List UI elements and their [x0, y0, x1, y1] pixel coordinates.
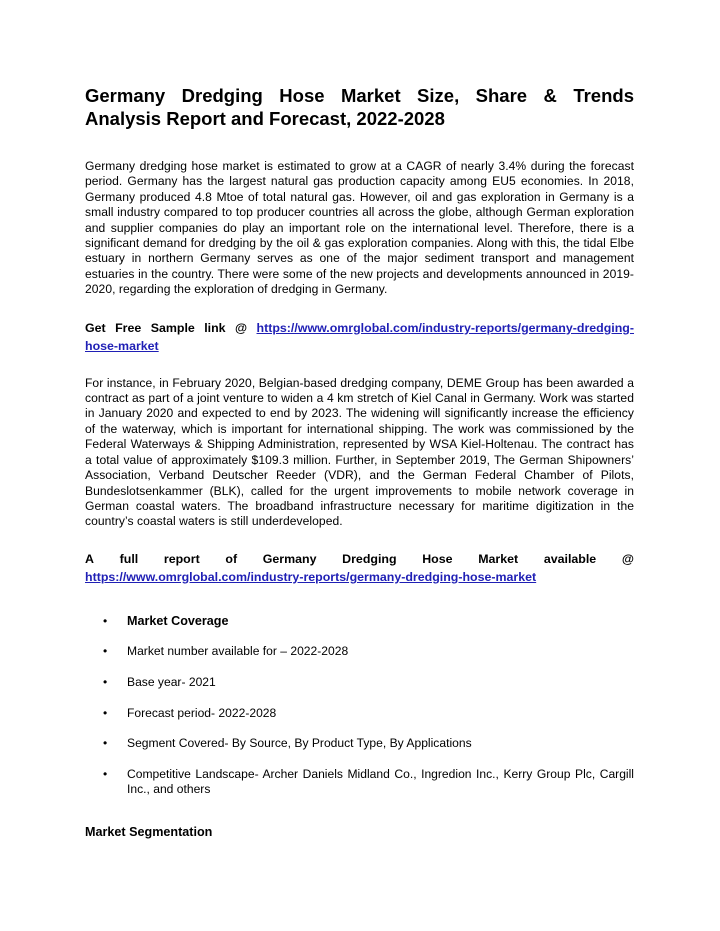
bullet-icon: •: [103, 644, 108, 659]
document-title: Germany Dredging Hose Market Size, Share & Trends Analysis Report and Forecast, 2022-2028: [85, 85, 634, 129]
intro-paragraph: Germany dredging hose market is estimated to grow at a CAGR of nearly 3.4% during the forecast period. Germany has the largest natural gas production capacity among EU5 economies. In 2018, Germany produced 4.8 Mtoe of total natural gas. However, oil and gas exploration in Germany is a small industry compared to top producer countries all across the globe, although German exploration and supplier companies do play an important role on the international level. Therefore, there is a significant demand for dredging by the oil & gas exploration companies. Along with this, the tidal Elbe estuary in northern Germany serves as one of the major sediment transport and management estuaries in the country. There were some of the new projects and developments announced in 2019-2020, regarding the exploration of dredging in Germany.: [85, 159, 634, 297]
coverage-item: • Competitive Landscape- Archer Daniels Midland Co., Ingredion Inc., Kerry Group Plc, Cargill Inc., and others: [103, 766, 634, 797]
coverage-item: • Forecast period- 2022-2028: [103, 705, 277, 720]
coverage-item: • Market number available for – 2022-2028: [103, 644, 349, 659]
full-report-word: @: [621, 551, 634, 566]
full-report-line: [85, 550, 634, 586]
full-report-word: available: [543, 551, 597, 566]
coverage-item: • Base year- 2021: [103, 674, 216, 689]
sample-link-label: Get Free Sample link @: [85, 320, 257, 335]
segmentation-heading: Market Segmentation: [85, 824, 213, 839]
full-report-word: A: [85, 551, 94, 566]
coverage-item: • Segment Covered- By Source, By Product Type, By Applications: [103, 736, 472, 751]
full-report-word: report: [163, 551, 200, 566]
full-report-word: Germany: [262, 551, 317, 566]
bullet-icon: •: [103, 705, 108, 720]
full-report-word: full: [119, 551, 139, 566]
full-report-label: [85, 550, 634, 568]
document-content: [85, 84, 634, 839]
bullet-icon: •: [103, 613, 108, 628]
coverage-item: • Market Coverage: [103, 613, 229, 628]
full-report-word: Hose: [422, 551, 453, 566]
full-report-word: Market: [478, 551, 519, 566]
bullet-icon: •: [103, 674, 108, 689]
full-report-word: Dredging: [342, 551, 397, 566]
sample-link-line: [85, 319, 634, 355]
sample-link[interactable]: https://www.omrglobal.com/industry-reports/germany-dredging-hose-market: [85, 320, 634, 353]
instance-paragraph: For instance, in February 2020, Belgian-based dredging company, DEME Group has been awarded a contract as part of a joint venture to widen a 4 km stretch of Kiel Canal in Germany. Work was started in January 2020 and expected to end by 2023. The widening will significantly increase the efficiency of the waterway, which is important for international shipping. The work was commissioned by the Federal Waterways & Shipping Administration, represented by WSA Kiel-Holtenau. The contract has a total value of approximately $109.3 million. Further, in September 2019, The German Shipowners’ Association, Verband Deutscher Reeder (VDR), and the German Federal Chamber of Pilots, Bundeslotsenkammer (BLK), called for the urgent improvements to mobile network coverage in German coastal waters. The broadband infrastructure necessary for maritime digitization in the country’s coastal waters is still underdeveloped.: [85, 375, 634, 529]
full-report-word: of: [225, 551, 238, 566]
bullet-icon: •: [103, 736, 108, 751]
bullet-icon: •: [103, 766, 108, 781]
full-report-link[interactable]: https://www.omrglobal.com/industry-reports/germany-dredging-hose-market: [85, 569, 537, 584]
coverage-list: [85, 614, 634, 798]
